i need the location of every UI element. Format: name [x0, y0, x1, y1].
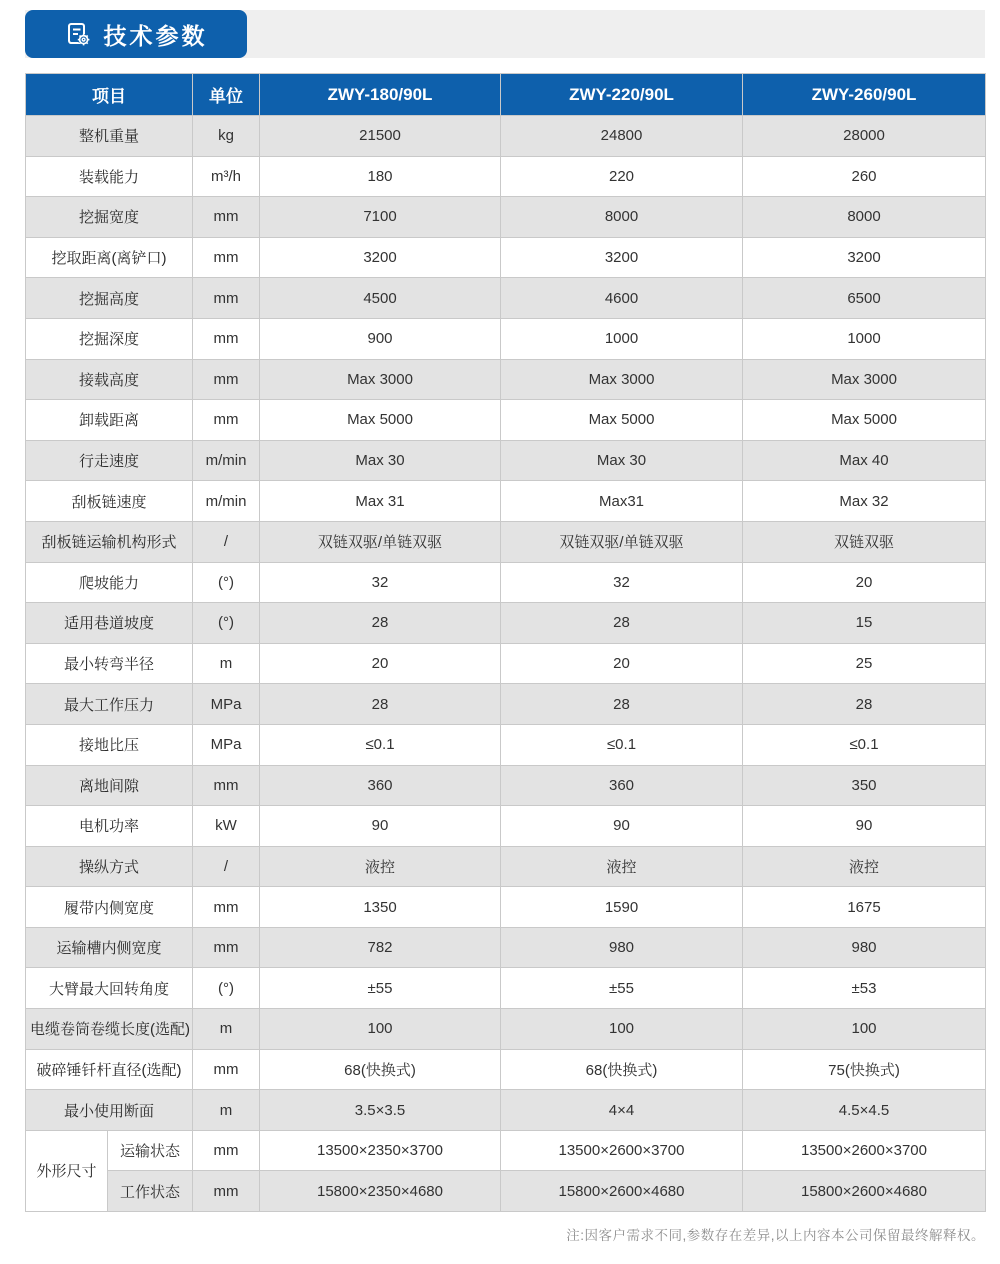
value-zwy180: Max 5000	[260, 400, 501, 441]
footnote: 注:因客户需求不同,参数存在差异,以上内容本公司保留最终解释权。	[566, 1228, 985, 1243]
value-zwy180: 782	[260, 927, 501, 968]
value-zwy260: Max 40	[743, 440, 986, 481]
row-item-label: 大臂最大回转角度	[26, 968, 193, 1009]
row-item-label: 行走速度	[26, 440, 193, 481]
value-zwy180: ±55	[260, 968, 501, 1009]
value-zwy220: 双链双驱/单链双驱	[501, 521, 743, 562]
table-row	[26, 481, 986, 522]
row-item-label: 最小转弯半径	[26, 643, 193, 684]
value-zwy180: Max 31	[260, 481, 501, 522]
value-zwy260: Max 5000	[743, 400, 986, 441]
table-row	[26, 1009, 986, 1050]
row-unit: (°)	[193, 968, 260, 1009]
row-unit: MPa	[193, 684, 260, 725]
value-zwy260: 3200	[743, 237, 986, 278]
spec-table	[25, 73, 986, 1212]
value-zwy220: 3200	[501, 237, 743, 278]
table-row	[26, 400, 986, 441]
value-zwy260: 980	[743, 927, 986, 968]
value-zwy180: 68(快换式)	[260, 1049, 501, 1090]
value-zwy180: ≤0.1	[260, 724, 501, 765]
value-zwy260: 液控	[743, 846, 986, 887]
value-zwy260: 15800×2600×4680	[743, 1171, 986, 1212]
table-row	[26, 116, 986, 157]
row-item-label: 电机功率	[26, 806, 193, 847]
value-zwy180: 3200	[260, 237, 501, 278]
value-zwy260: 260	[743, 156, 986, 197]
row-unit: m/min	[193, 481, 260, 522]
row-unit: mm	[193, 400, 260, 441]
value-zwy180: 900	[260, 318, 501, 359]
header-zwy260: ZWY-260/90L	[743, 74, 986, 116]
value-zwy260: 28	[743, 684, 986, 725]
row-item-label: 破碎锤钎杆直径(选配)	[26, 1049, 193, 1090]
value-zwy220: 68(快换式)	[501, 1049, 743, 1090]
value-zwy180: 13500×2350×3700	[260, 1130, 501, 1171]
row-item-label: 爬坡能力	[26, 562, 193, 603]
value-zwy260: 25	[743, 643, 986, 684]
row-item-label: 适用巷道坡度	[26, 603, 193, 644]
row-unit: kW	[193, 806, 260, 847]
value-zwy180: 28	[260, 684, 501, 725]
value-zwy220: Max 5000	[501, 400, 743, 441]
value-zwy260: 90	[743, 806, 986, 847]
value-zwy180: 360	[260, 765, 501, 806]
value-zwy180: 15800×2350×4680	[260, 1171, 501, 1212]
table-row	[26, 643, 986, 684]
table-row	[26, 237, 986, 278]
value-zwy260: 350	[743, 765, 986, 806]
row-item-label: 离地间隙	[26, 765, 193, 806]
value-zwy180: Max 30	[260, 440, 501, 481]
value-zwy220: 液控	[501, 846, 743, 887]
row-item-label: 挖取距离(离铲口)	[26, 237, 193, 278]
row-unit: mm	[193, 887, 260, 928]
table-row	[26, 684, 986, 725]
row-item-label: 最大工作压力	[26, 684, 193, 725]
row-unit: m	[193, 643, 260, 684]
value-zwy180: 7100	[260, 197, 501, 238]
row-item-label: 挖掘高度	[26, 278, 193, 319]
row-item-label: 刮板链速度	[26, 481, 193, 522]
row-item-label: 刮板链运输机构形式	[26, 521, 193, 562]
row-item-label: 卸载距离	[26, 400, 193, 441]
value-zwy260: 双链双驱	[743, 521, 986, 562]
row-unit: MPa	[193, 724, 260, 765]
table-row	[26, 968, 986, 1009]
value-zwy260: 6500	[743, 278, 986, 319]
row-unit: m	[193, 1009, 260, 1050]
value-zwy260: 8000	[743, 197, 986, 238]
value-zwy180: 28	[260, 603, 501, 644]
value-zwy180: 3.5×3.5	[260, 1090, 501, 1131]
row-unit: kg	[193, 116, 260, 157]
row-unit: mm	[193, 318, 260, 359]
table-row	[26, 156, 986, 197]
page-title: 技术参数	[103, 22, 208, 49]
value-zwy260: 1675	[743, 887, 986, 928]
row-item-label: 最小使用断面	[26, 1090, 193, 1131]
value-zwy180: 90	[260, 806, 501, 847]
table-row-dimensions-working	[26, 1171, 986, 1212]
document-gear-icon	[65, 21, 92, 48]
header-zwy180: ZWY-180/90L	[260, 74, 501, 116]
value-zwy260: 20	[743, 562, 986, 603]
value-zwy220: ±55	[501, 968, 743, 1009]
row-unit: mm	[193, 1171, 260, 1212]
dimension-state-label: 工作状态	[108, 1171, 193, 1212]
value-zwy220: Max 30	[501, 440, 743, 481]
value-zwy260: Max 32	[743, 481, 986, 522]
value-zwy220: 1000	[501, 318, 743, 359]
row-unit: (°)	[193, 603, 260, 644]
header-zwy220: ZWY-220/90L	[501, 74, 743, 116]
table-row	[26, 806, 986, 847]
row-item-label: 运输槽内侧宽度	[26, 927, 193, 968]
value-zwy220: 4×4	[501, 1090, 743, 1131]
table-row	[26, 887, 986, 928]
table-row	[26, 278, 986, 319]
value-zwy220: 32	[501, 562, 743, 603]
value-zwy260: 15	[743, 603, 986, 644]
dimension-group-label: 外形尺寸	[26, 1130, 108, 1211]
value-zwy220: 1590	[501, 887, 743, 928]
table-row	[26, 1090, 986, 1131]
row-unit: mm	[193, 197, 260, 238]
row-item-label: 履带内侧宽度	[26, 887, 193, 928]
value-zwy260: 13500×2600×3700	[743, 1130, 986, 1171]
table-row	[26, 440, 986, 481]
value-zwy220: 90	[501, 806, 743, 847]
value-zwy220: 15800×2600×4680	[501, 1171, 743, 1212]
row-unit: mm	[193, 278, 260, 319]
row-unit: m	[193, 1090, 260, 1131]
value-zwy220: 24800	[501, 116, 743, 157]
value-zwy180: 液控	[260, 846, 501, 887]
value-zwy180: 32	[260, 562, 501, 603]
table-header-row	[26, 74, 986, 116]
value-zwy220: 13500×2600×3700	[501, 1130, 743, 1171]
table-row-dimensions-transport	[26, 1130, 986, 1171]
table-row	[26, 562, 986, 603]
table-row	[26, 603, 986, 644]
value-zwy220: 20	[501, 643, 743, 684]
value-zwy260: ±53	[743, 968, 986, 1009]
table-row	[26, 197, 986, 238]
value-zwy220: Max31	[501, 481, 743, 522]
value-zwy220: 220	[501, 156, 743, 197]
value-zwy260: ≤0.1	[743, 724, 986, 765]
table-row	[26, 724, 986, 765]
value-zwy180: 20	[260, 643, 501, 684]
value-zwy220: Max 3000	[501, 359, 743, 400]
row-unit: mm	[193, 1130, 260, 1171]
row-unit: /	[193, 846, 260, 887]
row-unit: m³/h	[193, 156, 260, 197]
value-zwy260: 75(快换式)	[743, 1049, 986, 1090]
value-zwy180: 1350	[260, 887, 501, 928]
value-zwy260: 100	[743, 1009, 986, 1050]
value-zwy220: 100	[501, 1009, 743, 1050]
value-zwy220: 360	[501, 765, 743, 806]
value-zwy220: 980	[501, 927, 743, 968]
row-unit: m/min	[193, 440, 260, 481]
table-row	[26, 521, 986, 562]
row-item-label: 挖掘深度	[26, 318, 193, 359]
value-zwy260: 1000	[743, 318, 986, 359]
row-unit: mm	[193, 359, 260, 400]
value-zwy220: 8000	[501, 197, 743, 238]
row-item-label: 装载能力	[26, 156, 193, 197]
value-zwy180: 双链双驱/单链双驱	[260, 521, 501, 562]
row-item-label: 电缆卷筒卷缆长度(选配)	[26, 1009, 193, 1050]
row-unit: (°)	[193, 562, 260, 603]
header-unit: 单位	[193, 74, 260, 116]
row-unit: /	[193, 521, 260, 562]
table-row	[26, 846, 986, 887]
value-zwy220: ≤0.1	[501, 724, 743, 765]
row-unit: mm	[193, 927, 260, 968]
value-zwy260: 28000	[743, 116, 986, 157]
row-unit: mm	[193, 1049, 260, 1090]
value-zwy180: 4500	[260, 278, 501, 319]
dimension-state-label: 运输状态	[108, 1130, 193, 1171]
row-item-label: 操纵方式	[26, 846, 193, 887]
value-zwy180: 21500	[260, 116, 501, 157]
value-zwy260: Max 3000	[743, 359, 986, 400]
table-row	[26, 927, 986, 968]
table-row	[26, 1049, 986, 1090]
value-zwy180: 180	[260, 156, 501, 197]
row-item-label: 挖掘宽度	[26, 197, 193, 238]
table-row	[26, 359, 986, 400]
row-unit: mm	[193, 765, 260, 806]
section-title-badge	[25, 10, 247, 58]
value-zwy260: 4.5×4.5	[743, 1090, 986, 1131]
title-strip	[25, 10, 985, 58]
value-zwy220: 28	[501, 684, 743, 725]
value-zwy180: 100	[260, 1009, 501, 1050]
value-zwy180: Max 3000	[260, 359, 501, 400]
table-row	[26, 318, 986, 359]
row-item-label: 整机重量	[26, 116, 193, 157]
header-item: 项目	[26, 74, 193, 116]
row-item-label: 接地比压	[26, 724, 193, 765]
value-zwy220: 28	[501, 603, 743, 644]
table-row	[26, 765, 986, 806]
row-unit: mm	[193, 237, 260, 278]
value-zwy220: 4600	[501, 278, 743, 319]
row-item-label: 接载高度	[26, 359, 193, 400]
